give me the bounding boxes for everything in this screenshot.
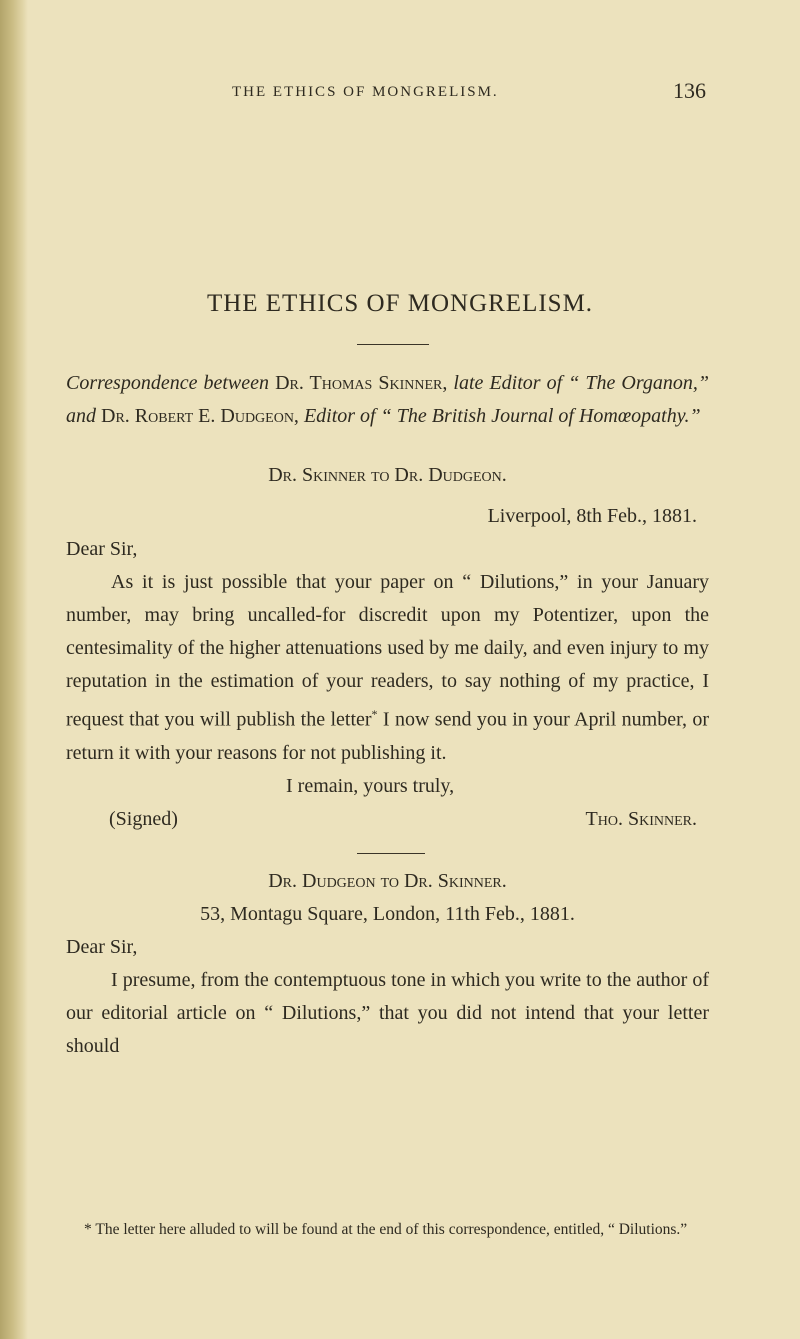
letter-heading: Dr. Dudgeon to Dr. Skinner. — [268, 870, 507, 892]
letter-signed: (Signed) — [109, 807, 178, 830]
subtitle-name: Dr. Thomas Skinner, — [275, 372, 448, 394]
footnote-mark: * — [371, 707, 378, 721]
subtitle-text: Correspondence between — [66, 372, 270, 394]
section-rule — [357, 853, 425, 854]
page-number: 136 — [673, 78, 706, 103]
letter-1 — [66, 459, 709, 836]
letter-body-text: As it is just possible that your paper on “ Dilutions,” in your January number, may bring uncalled-for discredit upon my Potentizer, upon the centesimality of the higher attenuations used by me daily, and even injury to my reputation in the estimation of your readers, to say nothing of my practice, I request that you will publish the letter — [66, 571, 709, 731]
subtitle-text: late Editor of — [453, 372, 563, 394]
letter-heading: Dr. Skinner to Dr. Dudgeon. — [268, 464, 507, 486]
letter-salutation: Dear Sir, — [66, 538, 138, 560]
subtitle-name: Dr. Robert E. Dudgeon, — [101, 405, 299, 427]
letter-2 — [66, 865, 709, 1063]
subtitle-text: and — [66, 405, 96, 427]
subtitle-paragraph — [66, 367, 709, 433]
page-title: THE ETHICS OF MONGRELISM. — [206, 290, 594, 317]
letter-place-date: 53, Montagu Square, London, 11th Feb., 1881. — [200, 903, 575, 925]
letter-body — [66, 566, 709, 770]
letter-place-date: Liverpool, 8th Feb., 1881. — [487, 505, 697, 527]
letter-signature: Tho. Skinner. — [585, 807, 697, 830]
running-head: THE ETHICS OF MONGRELISM. — [232, 84, 499, 100]
subtitle-publication: “ The Organon,” — [568, 372, 710, 394]
title-rule — [357, 344, 429, 345]
subtitle-publication: “ The British Journal of Homœopathy.” — [380, 405, 701, 427]
letter-body: I presume, from the contemptuous tone in which you write to the author of our editorial article on “ Dilutions,” that you did not intend that your letter should — [66, 969, 709, 1057]
letter-signature-line — [66, 803, 709, 836]
letter-closing: I remain, yours truly, — [286, 774, 455, 797]
letter-salutation: Dear Sir, — [66, 936, 138, 958]
letter-body-text: I now send you in your April number, or return it with your reasons for not publishing it. — [66, 708, 709, 764]
subtitle-text: Editor of — [303, 405, 376, 427]
footnote: * The letter here alluded to will be found at the end of this correspondence, entitled, “ Dilutions.” — [84, 1221, 688, 1238]
